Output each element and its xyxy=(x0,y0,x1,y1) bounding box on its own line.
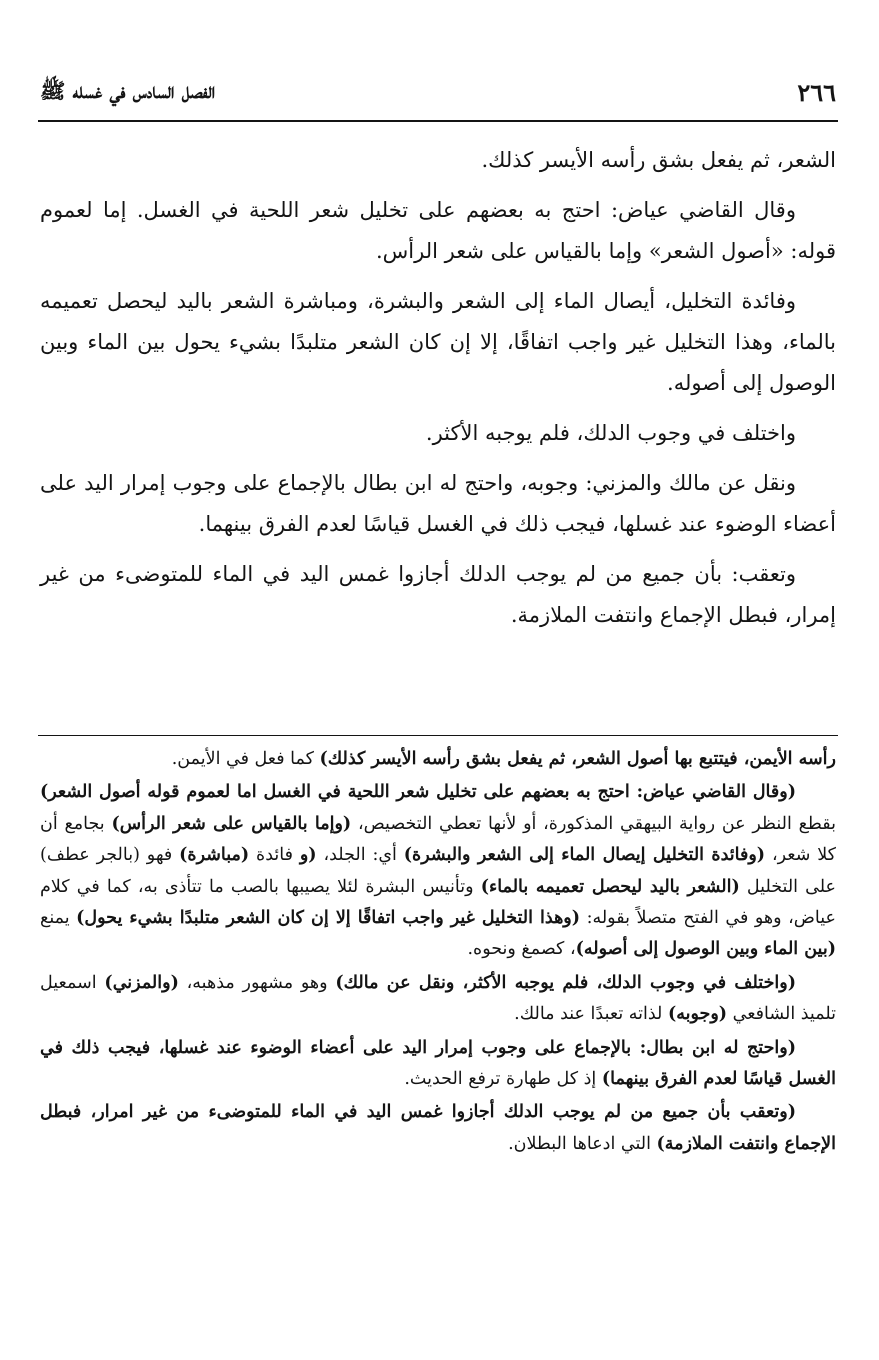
main-paragraph: واختلف في وجوب الدلك، فلم يوجبه الأكثر. xyxy=(425,421,796,445)
page-number: ٢٦٦ xyxy=(797,78,836,107)
commentary xyxy=(40,744,836,1162)
page-header xyxy=(40,74,836,118)
commentary-paragraph xyxy=(40,777,836,965)
commentary-text: ، كصمغ ونحوه. xyxy=(467,939,576,960)
quoted-text: (الشعر باليد ليحصل تعميمه بالماء) xyxy=(480,876,740,897)
commentary-text: وتأنيس البشرة لئلا يصيبها بالصب ما تتأذى به، كما في كلام عياض، وهو في الفتح متصلاً بقوله: xyxy=(40,876,836,929)
quoted-text: (واحتج له ابن بطال: بالإجماع على وجوب إمرار اليد على أعضاء الوضوء عند غسلها، فيجب ذلك في الغسل قياسًا لعدم الفرق بينهما) xyxy=(40,1037,836,1090)
header-divider xyxy=(38,120,838,122)
quoted-text: (و xyxy=(299,845,317,866)
commentary-text: فائدة xyxy=(249,845,300,866)
main-text xyxy=(40,140,836,645)
commentary-text: اسمعيل تلميذ الشافعي xyxy=(40,972,836,1025)
quoted-text: (وفائدة التخليل إيصال الماء إلى الشعر والبشرة) xyxy=(403,845,766,866)
commentary-text: فهو (بالجر عطف) على التخليل xyxy=(40,845,837,897)
commentary-text: لذاته تعبدًا عند مالك. xyxy=(514,1004,668,1025)
main-paragraph: وتعقب: بأن جميع من لم يوجب الدلك أجازوا غمس اليد في الماء للمتوضىء من غير إمرار، فبطل الإجماع وانتفت الملازمة. xyxy=(40,562,836,627)
quoted-text: (وإما بالقياس على شعر الرأس) xyxy=(111,813,352,834)
commentary-paragraph xyxy=(40,744,836,775)
commentary-text: وهو مشهور مذهبه، xyxy=(178,972,336,993)
quoted-text: (وهذا التخليل غير واجب اتفاقًا إلا إن كان الشعر متلبدًا بشيء يحول) xyxy=(76,908,581,929)
quoted-text: (بين الماء وبين الوصول إلى أصوله) xyxy=(575,939,836,960)
main-paragraph: وفائدة التخليل، أيصال الماء إلى الشعر والبشرة، ومباشرة الشعر باليد ليحصل تعميمه بالماء، وهذا التخليل غير واجب اتفاقًا، إلا إن كان الشعر متلبدًا بشيء يحول بين الماء وبين الوصول إلى أصوله. xyxy=(40,289,836,395)
commentary-text: إذ كل طهارة ترفع الحديث. xyxy=(404,1069,602,1090)
commentary-paragraph xyxy=(40,968,836,1031)
quoted-text: (والمزني) xyxy=(104,972,179,993)
commentary-text: أي: الجلد، xyxy=(316,845,404,866)
quoted-text: (وقال القاضي عياض: احتج به بعضهم على تخليل شعر اللحية في الغسل اما لعموم قوله أصول الشعر) xyxy=(40,782,796,803)
commentary-divider xyxy=(38,735,838,736)
main-paragraph: الشعر، ثم يفعل بشق رأسه الأيسر كذلك. xyxy=(481,148,836,172)
commentary-paragraph xyxy=(40,1097,836,1160)
quoted-text: (مباشرة) xyxy=(179,845,250,866)
commentary-text: يمنع xyxy=(40,908,77,929)
quoted-text: (وتعقب بأن جميع من لم يوجب الدلك أجازوا غمس اليد في الماء للمتوضىء من غير امرار، فبطل الإجماع وانتفت الملازمة) xyxy=(40,1102,836,1154)
quoted-text: (وجوبه) xyxy=(667,1004,728,1025)
commentary-paragraph xyxy=(40,1033,836,1096)
quoted-text: رأسه الأيمن، فيتتبع بها أصول الشعر، ثم يفعل بشق رأسه الأيسر كذلك) xyxy=(319,749,836,769)
main-paragraph: ونقل عن مالك والمزني: وجوبه، واحتج له ابن بطال بالإجماع على وجوب إمرار اليد على أعضاء الوضوء عند غسلها، فيجب ذلك في الغسل قياسًا لعدم الفرق بينهما. xyxy=(40,471,836,536)
quoted-text: (واختلف في وجوب الدلك، فلم يوجبه الأكثر، ونقل عن مالك) xyxy=(335,972,796,993)
commentary-text: كما فعل في الأيمن. xyxy=(171,749,320,769)
main-paragraph: وقال القاضي عياض: احتج به بعضهم على تخليل شعر اللحية في الغسل. إما لعموم قوله: «أصول الشعر» وإما بالقياس على شعر الرأس. xyxy=(40,198,836,263)
commentary-text: بقطع النظر عن رواية البيهقي المذكورة، أو لأنها تعطي التخصيص، xyxy=(351,813,837,834)
chapter-title: الفصل السادس في غسله ﷺ xyxy=(40,78,216,103)
commentary-text: بجامع أن كلا شعر، xyxy=(40,813,836,866)
commentary-text: التي ادعاها البطلان. xyxy=(508,1133,657,1154)
